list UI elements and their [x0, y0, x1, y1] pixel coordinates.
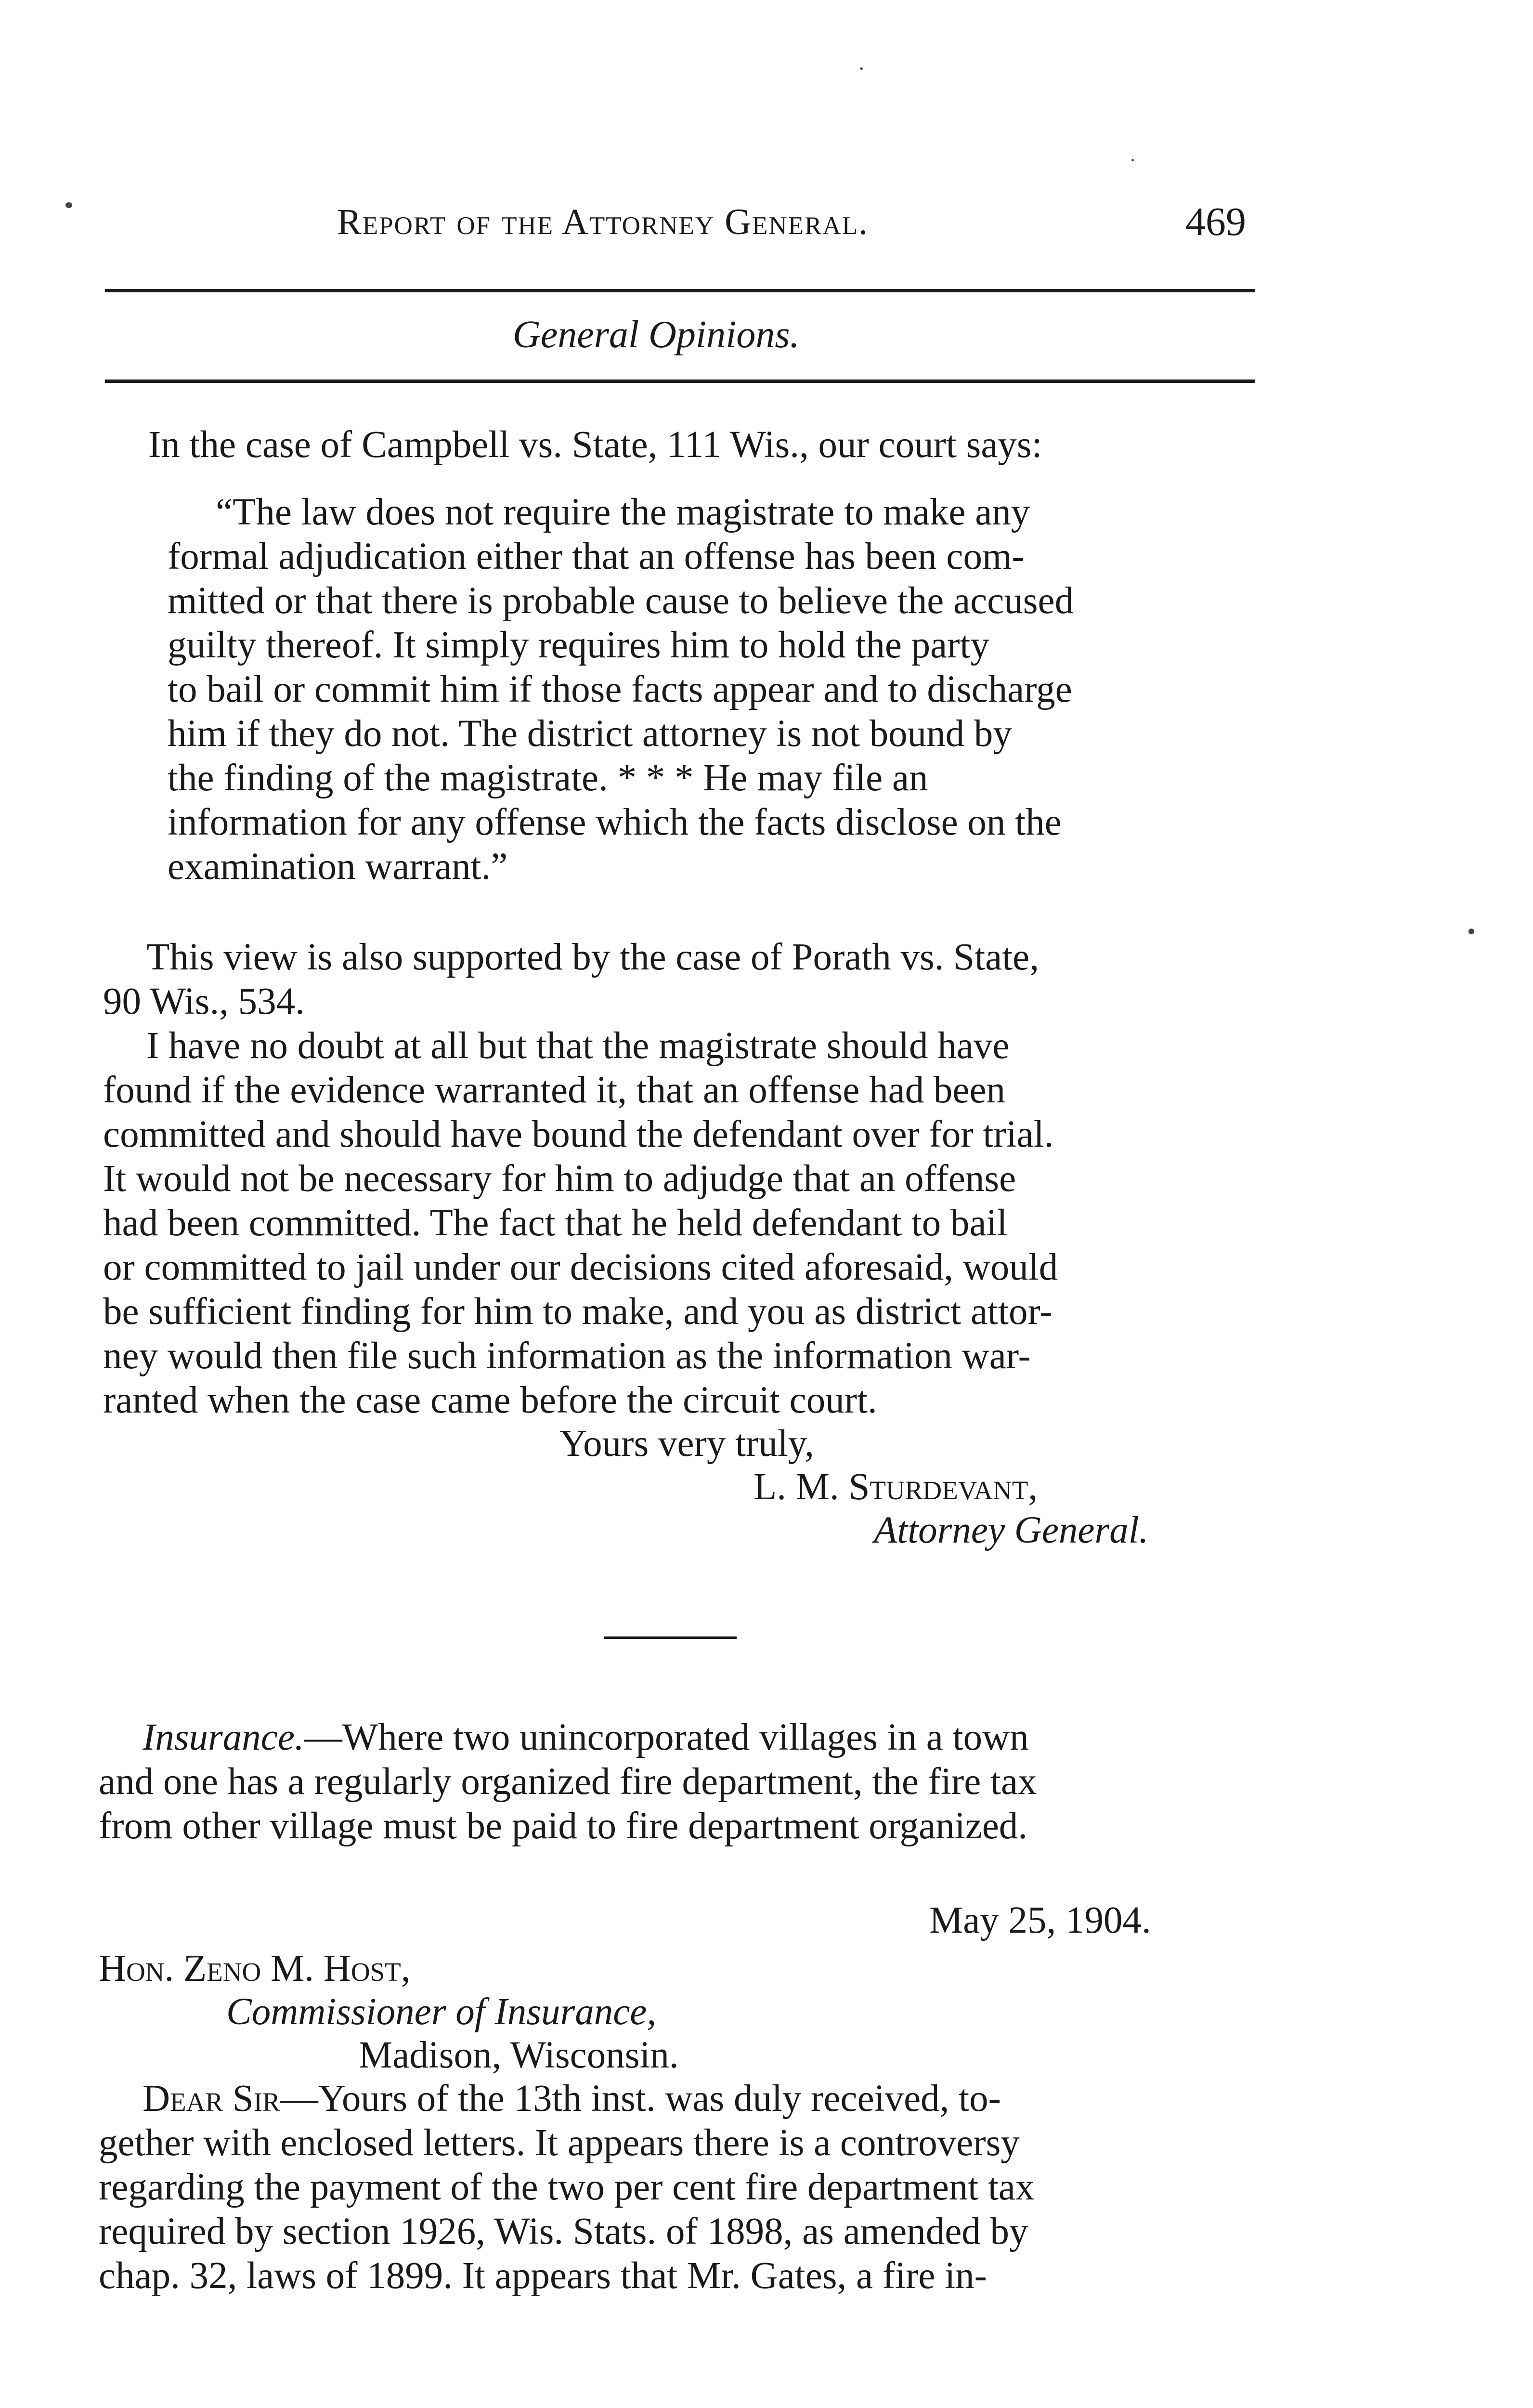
headnote-line: and one has a regularly organized fire department, the fire tax — [99, 1761, 1037, 1803]
headnote-topic: Insurance. — [143, 1716, 304, 1758]
body-line: had been committed. The fact that he held defendant to bail — [103, 1202, 1008, 1244]
quote-line: guilty thereof. It simply requires him to hold the party — [168, 624, 989, 666]
running-title: Report of the Attorney General. — [337, 202, 869, 242]
letter-line: required by section 1926, Wis. Stats. of 1898, as amended by — [99, 2211, 1028, 2252]
addressee-place: Madison, Wisconsin. — [359, 2034, 679, 2076]
letter-line — [143, 2076, 1001, 2121]
header-bottom-rule — [105, 380, 1255, 383]
body-line: found if the evidence warranted it, that an offense had been — [103, 1069, 1006, 1111]
quote-line: to bail or commit him if those facts appear and to discharge — [168, 668, 1072, 710]
quote-line: information for any offense which the facts disclose on the — [168, 801, 1062, 843]
headnote-line: from other village must be paid to fire department organized. — [99, 1805, 1028, 1847]
addressee-name: Hon. Zeno M. Host, — [99, 1948, 411, 1989]
scan-speck — [1131, 159, 1134, 161]
quote-line: “The law does not require the magistrate to make any — [216, 491, 1030, 533]
quote-line: him if they do not. The district attorney is not bound by — [168, 713, 1012, 755]
headnote-text: —Where two unincorporated villages in a town — [304, 1716, 1029, 1758]
body-line: It would not be necessary for him to adjudge that an offense — [103, 1158, 1016, 1200]
scan-speck — [860, 67, 863, 70]
closing: Yours very truly, — [559, 1423, 814, 1465]
salutation: Dear Sir — [143, 2078, 280, 2120]
letter-text: —Yours of the 13th inst. was duly received, to- — [280, 2078, 1001, 2120]
section-title: General Opinions. — [513, 314, 800, 356]
intro-paragraph: In the case of Campbell vs. State, 111 Wis., our court says: — [148, 424, 1042, 466]
letter-line: gether with enclosed letters. It appears there is a controversy — [99, 2122, 1020, 2164]
headnote-line — [143, 1714, 1029, 1760]
body-line: I have no doubt at all but that the magistrate should have — [146, 1025, 1010, 1067]
quote-line: formal adjudication either that an offense has been com- — [168, 536, 1025, 577]
letter-line: regarding the payment of the two per cent fire department tax — [99, 2166, 1035, 2208]
signer-title: Attorney General. — [874, 1509, 1149, 1551]
section-divider — [604, 1636, 737, 1639]
addressee-title: Commissioner of Insurance, — [226, 1991, 657, 2033]
header-top-rule — [105, 289, 1255, 292]
signer-name: L. M. Sturdevant, — [754, 1466, 1038, 1508]
body-line: 90 Wis., 534. — [103, 981, 305, 1022]
scan-speck — [1468, 929, 1474, 934]
letter-date: May 25, 1904. — [929, 1899, 1151, 1941]
body-line: be sufficient finding for him to make, and you as district attor- — [103, 1291, 1052, 1333]
page-number: 469 — [1185, 199, 1246, 244]
body-line: This view is also supported by the case of Porath vs. State, — [146, 936, 1039, 978]
body-line: ney would then file such information as the information war- — [103, 1335, 1031, 1377]
quote-line: mitted or that there is probable cause to believe the accused — [168, 580, 1074, 622]
body-line: committed and should have bound the defendant over for trial. — [103, 1113, 1054, 1155]
body-line: or committed to jail under our decisions cited aforesaid, would — [103, 1246, 1058, 1288]
scan-speck — [65, 202, 72, 208]
quote-line: the finding of the magistrate. * * * He may file an — [168, 757, 928, 799]
letter-line: chap. 32, laws of 1899. It appears that Mr. Gates, a fire in- — [99, 2255, 987, 2297]
body-line: ranted when the case came before the circuit court. — [103, 1379, 877, 1421]
quote-line: examination warrant.” — [168, 846, 508, 888]
